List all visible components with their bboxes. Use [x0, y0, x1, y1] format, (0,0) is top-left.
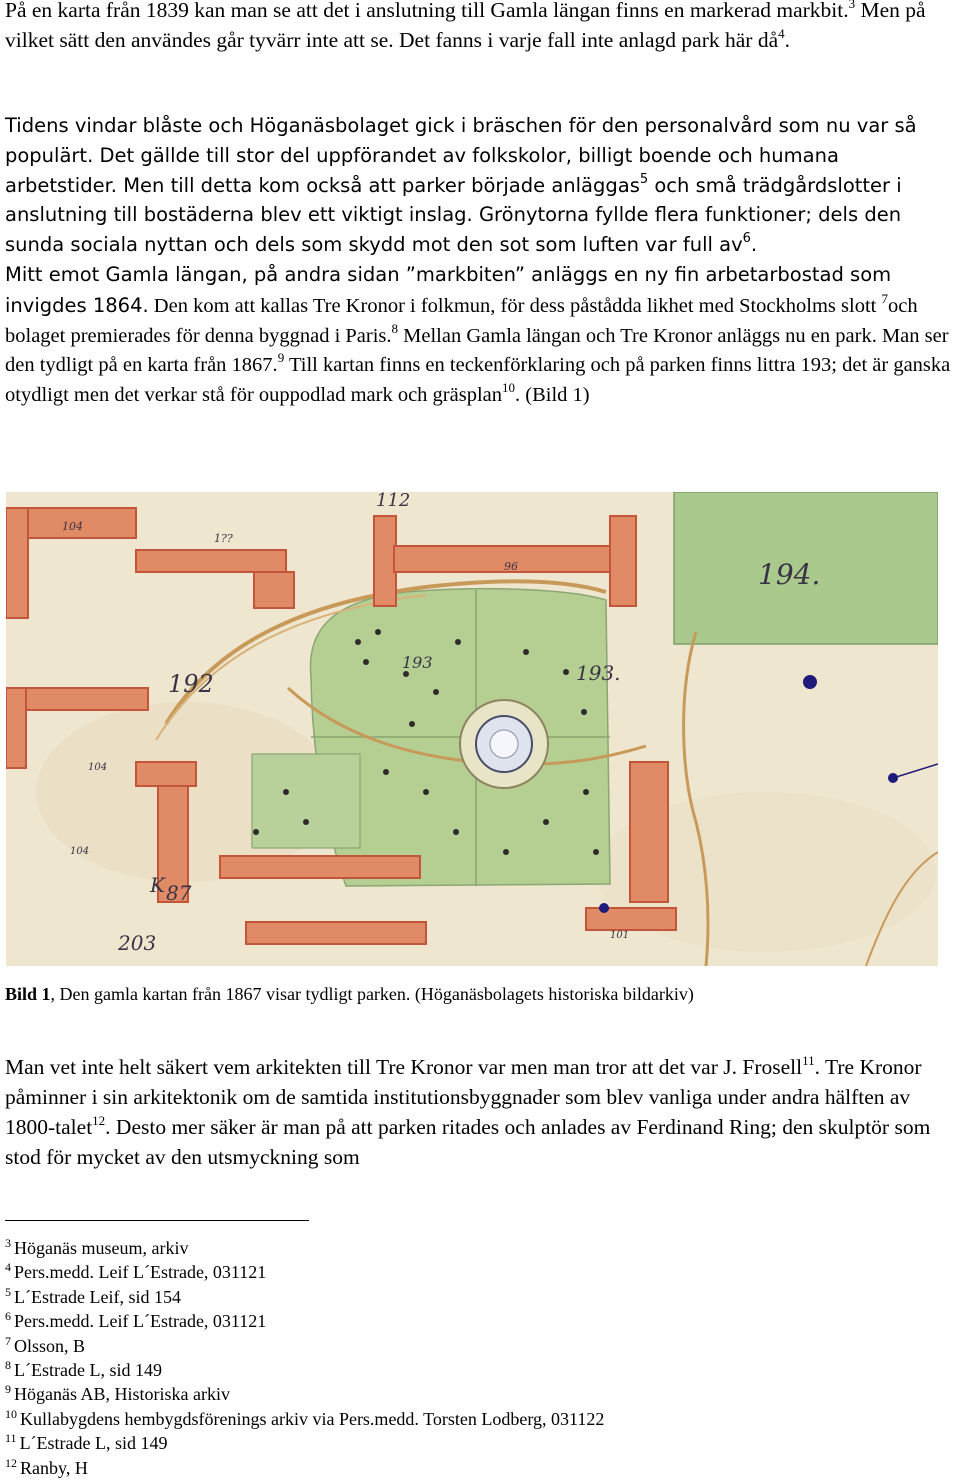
footnote-text: Pers.medd. Leif L´Estrade, 031121 — [14, 1262, 267, 1283]
map-label-101: 101 — [610, 930, 630, 941]
footnote-item — [5, 1260, 604, 1284]
continuation-text-3: . Desto mer säker är man på att parken ritades och anlades av Ferdinand Ring; den skulptör som stod för mycket av den utsmyckning som — [5, 1115, 931, 1169]
footnote-item — [5, 1456, 604, 1480]
footnote-ref-3[interactable]: 3 — [848, 0, 856, 11]
map-label-193-b: 193. — [576, 661, 621, 685]
map-building — [6, 688, 148, 710]
map-fountain-center — [490, 730, 518, 758]
footnote-list — [5, 1236, 604, 1480]
intro-text-1: På en karta från 1839 kan man se att det i anslutning till Gamla längan finns en markerad markbit. — [5, 0, 849, 22]
footnote-ref-10[interactable]: 10 — [502, 380, 515, 396]
map-label-192: 192 — [168, 670, 214, 698]
footnote-number: 5 — [5, 1284, 11, 1299]
map-green-plot — [252, 754, 360, 848]
map-label-104-c: 104 — [70, 846, 90, 857]
continuation-text-1: Man vet inte helt säkert vem arkitekten till Tre Kronor var men man tror att det var J. Frosell — [5, 1055, 803, 1079]
para2-text-e: Till kartan finns en teckenförklaring och på parken finns littra 193; det är ganska otydligt men det verkar stå för ouppodlad mark och gräsplan — [5, 354, 951, 407]
footnote-item — [5, 1431, 604, 1455]
footnote-number: 7 — [5, 1333, 11, 1348]
paragraph-tre-kronor — [5, 260, 957, 411]
map-building — [254, 572, 294, 608]
para2-text-d: Mellan Gamla längan och Tre Kronor anläggs nu en park. Man ser den tydligt på en karta från 1867. — [5, 324, 949, 377]
intro-paragraph — [5, 0, 957, 55]
footnote-ref-4[interactable]: 4 — [778, 25, 785, 41]
para1-text-b: och små trädgårdslotter i anslutning till bostäderna blev ett viktigt inslag. Grönytorna fyllde flera funktioner; dels den sunda sociala nyttan och dels som skydd mot den sot som luften var full av — [5, 173, 902, 257]
footnote-item — [5, 1358, 604, 1382]
footnote-ref-7[interactable]: 7 — [881, 290, 888, 306]
para1-text-c: . — [750, 233, 758, 257]
caption-text: , Den gamla kartan från 1867 visar tydligt parken. (Höganäsbolagets historiska bildarkiv) — [50, 984, 694, 1004]
footnote-text: L´Estrade L, sid 149 — [19, 1433, 168, 1454]
footnote-text: L´Estrade Leif, sid 154 — [14, 1286, 181, 1307]
footnote-ref-5[interactable]: 5 — [639, 171, 649, 187]
footnote-text: Kullabygdens hembygdsförenings arkiv via Pers.medd. Torsten Lodberg, 031122 — [20, 1408, 605, 1429]
historical-map-1867 — [6, 492, 938, 966]
footnote-number: 10 — [5, 1406, 17, 1421]
map-label-104: 104 — [62, 520, 83, 533]
map-building — [610, 516, 636, 606]
map-building — [136, 762, 196, 786]
footnote-number: 12 — [5, 1455, 17, 1470]
map-building — [374, 516, 396, 606]
map-building — [6, 688, 26, 768]
footnote-item — [5, 1236, 604, 1260]
footnote-ref-8[interactable]: 8 — [391, 320, 399, 336]
footnote-number: 8 — [5, 1358, 11, 1373]
para2-text-f: . (Bild 1) — [515, 384, 590, 407]
footnote-ref-9[interactable]: 9 — [277, 350, 285, 366]
map-building — [136, 550, 286, 572]
footnote-text: Olsson, B — [14, 1335, 86, 1356]
figure-caption — [5, 982, 694, 1006]
footnote-text: Höganäs museum, arkiv — [14, 1238, 189, 1258]
footnote-ref-11[interactable]: 11 — [802, 1053, 815, 1068]
map-label-96: 96 — [504, 560, 518, 573]
map-building — [220, 856, 420, 878]
footnote-text: L´Estrade L, sid 149 — [14, 1360, 162, 1381]
footnote-ref-12[interactable]: 12 — [92, 1113, 106, 1128]
footnote-item — [5, 1382, 604, 1406]
para1-text-a: Tidens vindar blåste och Höganäsbolaget gick i bräschen för den personalvård som nu var så populärt. Det gällde till stor del uppförandet av folkskolor, billigt boende och humana arbetstider. Men till detta kom också att parker började anläggas — [5, 114, 917, 197]
footnote-number: 4 — [5, 1260, 11, 1275]
map-building — [6, 508, 28, 618]
footnote-item — [5, 1407, 604, 1431]
para2-text-a: Mitt emot Gamla längan, på andra sidan ”markbiten” anläggs en ny fin arbetarbostad som invigdes 1864. — [5, 262, 892, 317]
footnote-item — [5, 1334, 604, 1358]
footnote-text: Pers.medd. Leif L´Estrade, 031121 — [14, 1311, 267, 1332]
footnote-number: 6 — [5, 1309, 11, 1324]
intro-text-end: . — [784, 27, 790, 52]
map-marker — [803, 675, 817, 689]
footnote-text: Ranby, H — [20, 1457, 88, 1478]
map-building — [630, 762, 668, 902]
paragraph-personalvard — [5, 111, 957, 260]
footnote-ref-6[interactable]: 6 — [742, 231, 751, 247]
footnote-number: 3 — [5, 1236, 11, 1250]
map-building — [246, 922, 426, 944]
footnote-text: Höganäs AB, Historiska arkiv — [14, 1384, 230, 1405]
para2-text-b: Den kom att kallas Tre Kronor i folkmun, för dess påstådda likhet med Stockholms slott — [148, 294, 882, 317]
continuation-paragraph — [5, 1052, 957, 1172]
map-label-unclear: 1?? — [214, 532, 233, 545]
footnote-number: 9 — [5, 1382, 11, 1397]
footnote-item — [5, 1309, 604, 1333]
map-marker — [599, 903, 609, 913]
continuation-text-2: . Tre Kronor påminner i sin arkitektonik om de samtida institutionsbyggnader som blev vanliga under andra hälften av 1800-talet — [5, 1055, 922, 1139]
intro-text-2: Men på vilket sätt den användes går tyvärr inte att se. Det fanns i varje fall inte anlagd park här då — [5, 0, 926, 52]
footnote-number: 11 — [5, 1431, 17, 1446]
map-building — [586, 908, 676, 930]
map-label-203: 203 — [118, 931, 157, 955]
main-section — [5, 111, 957, 411]
para2-text-c: och bolaget premierades för denna byggnad i Paris. — [5, 294, 918, 347]
map-label-193-a: 193 — [402, 653, 433, 672]
map-label-87: 87 — [166, 881, 192, 905]
map-label-104-b: 104 — [88, 762, 108, 773]
map-label-112: 112 — [376, 492, 411, 511]
caption-label: Bild 1 — [5, 984, 51, 1004]
map-label-k: K — [150, 873, 165, 897]
footnote-item — [5, 1285, 604, 1309]
map-label-194: 194. — [758, 558, 821, 591]
footnote-divider — [5, 1220, 309, 1221]
